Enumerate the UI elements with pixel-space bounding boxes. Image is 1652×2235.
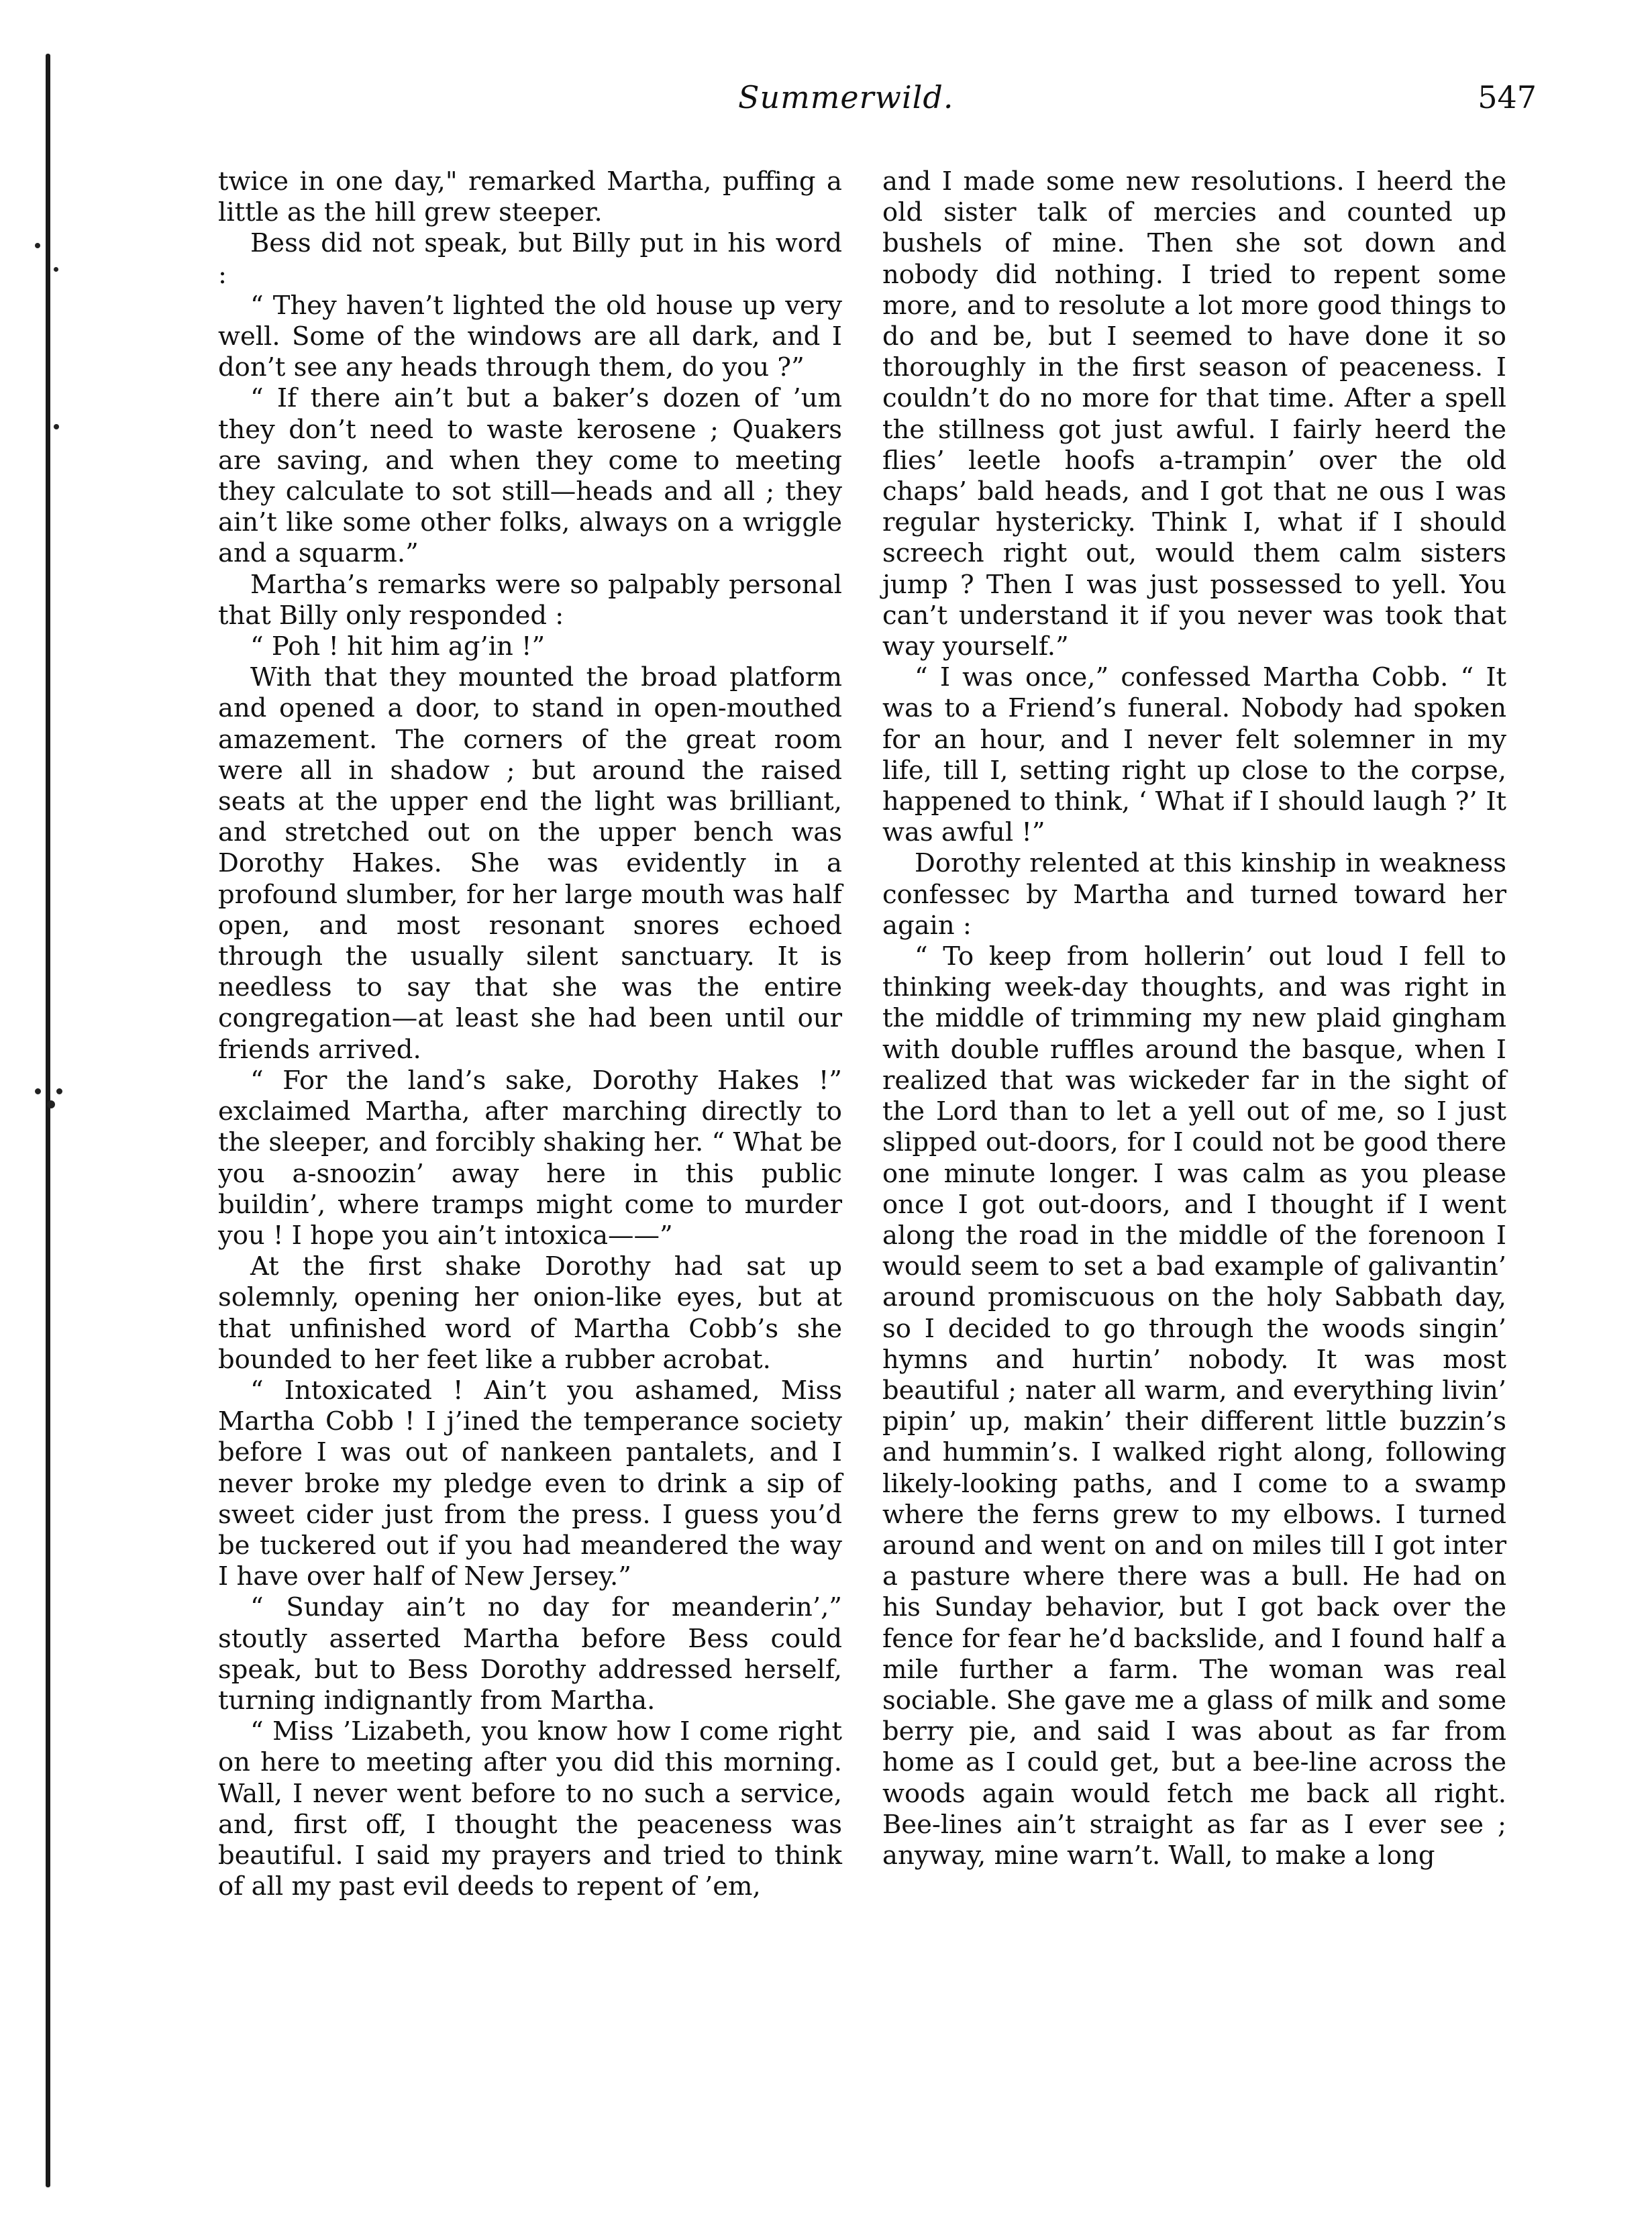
binding-speck [54, 424, 59, 429]
paragraph: “ They haven’t lighted the old house up very well. Some of the windows are all dark, and I don’t see any heads through them, do you ?” [218, 290, 842, 383]
paragraph: With that they mounted the broad platform and opened a door, to stand in open-mouthed amazement. The corners of the great room were all in shadow ; but around the raised seats at the upper end the light was brilliant, and stretched out on the upper bench was Dorothy Hakes. She was evidently in a profound slumber, for her large mouth was half open, and most resonant snores echoed through the usually silent sanctuary. It is needless to say that she was the entire congregation—at least she had been until our friends arrived. [218, 662, 842, 1065]
paragraph: “ Miss ’Lizabeth, you know how I come right on here to meeting after you did this morning. Wall, I never went before to no such a service, and, first off, I thought the peaceness was beautiful. I said my prayers and tried to think of all my past evil deeds to repent of ’em, [218, 1716, 842, 1902]
page-binding-edge [46, 54, 50, 2187]
binding-speck [54, 267, 58, 272]
paragraph: “ To keep from hollerin’ out loud I fell to thinking week-day thoughts, and was right in the middle of trimming my new plaid gingham with double ruffles around the basque, when I realized that was wickeder far in the sight of the Lord than to let a yell out of me, so I just slipped out-doors, for I could not be good there one minute longer. I was calm as you please once I got out-doors, and I thought if I went along the road in the middle of the forenoon I would seem to set a bad example of galivantin’ around promiscuous on the holy Sabbath day, so I decided to go through the woods singin’ hymns and hurtin’ nobody. It was most beautiful ; nater all warm, and everything livin’ pipin’ up, makin’ their different little buzzin’s and hummin’s. I walked right along, following likely-looking paths, and I come to a swamp where the ferns grew to my elbows. I turned around and went on and on miles till I got inter a pasture where there was a bull. He had on his Sunday behavior, but I got back over the fence for fear he’d backslide, and I found half a mile further a farm. The woman was real sociable. She gave me a glass of milk and some berry pie, and said I was about as far from home as I could get, but a bee-line across the woods again would fetch me back all right. Bee-lines ain’t straight as far as I ever see ; anyway, mine warn’t. Wall, to make a long [882, 941, 1506, 1871]
paragraph: Dorothy relented at this kinship in weakness confessec by Martha and turned toward her again : [882, 848, 1506, 941]
binding-speck [35, 1088, 41, 1094]
paragraph: At the first shake Dorothy had sat up solemnly, opening her onion-like eyes, but at that unfinished word of Martha Cobb’s she bounded to her feet like a rubber acrobat. [218, 1251, 842, 1375]
paragraph: and I made some new resolutions. I heerd the old sister talk of mercies and counted up bushels of mine. Then she sot down and nobody did nothing. I tried to repent some more, and to resolute a lot more good things to do and be, but I seemed to have done it so thoroughly in the first season of peaceness. I couldn’t do no more for that time. After a spell the stillness got just awful. I fairly heerd the flies’ leetle hoofs a-trampin’ over the old chaps’ bald heads, and I got that ne ous I was regular hystericky. Think I, what if I should screech right out, would them calm sisters jump ? Then I was just possessed to yell. You can’t understand it if you never was took that way yourself.” [882, 166, 1506, 662]
paragraph: Bess did not speak, but Billy put in his word : [218, 228, 842, 290]
paragraph: “ If there ain’t but a baker’s dozen of ’um they don’t need to waste kerosene ; Quakers are saving, and when they come to meeting they calculate to sot still—heads and all ; they ain’t like some other folks, always on a wriggle and a squarm.” [218, 383, 842, 569]
binding-speck [56, 1088, 62, 1094]
paragraph: “ Intoxicated ! Ain’t you ashamed, Miss Martha Cobb ! I j’ined the temperance society before I was out of nankeen pantalets, and I never broke my pledge even to drink a sip of sweet cider just from the press. I guess you’d be tuckered out if you had meandered the way I have over half of New Jersey.” [218, 1375, 842, 1592]
paragraph: “ Poh ! hit him ag’in !” [250, 631, 546, 662]
paragraph: Martha’s remarks were so palpably personal that Billy only responded : [218, 569, 842, 631]
text-column-right [882, 166, 1506, 1871]
paragraph: twice in one day," remarked Martha, puffing a little as the hill grew steeper. [218, 166, 842, 228]
paragraph: “ Sunday ain’t no day for meanderin’,” stoutly asserted Martha before Bess could speak, but to Bess Dorothy addressed herself, turning indignantly from Martha. [218, 1592, 842, 1716]
running-title: Summerwild. [738, 79, 954, 115]
binding-speck [47, 1100, 55, 1108]
paragraph: “ For the land’s sake, Dorothy Hakes !” exclaimed Martha, after marching directly to the sleeper, and forcibly shaking her. “ What be you a-snoozin’ away here in this public buildin’, where tramps might come to murder you ! I hope you ain’t intoxica——” [218, 1065, 842, 1251]
paragraph: “ I was once,” confessed Martha Cobb. “ It was to a Friend’s funeral. Nobody had spoken for an hour, and I never felt solemner in my life, till I, setting right up close to the corpse, happened to think, ‘ What if I should laugh ?’ It was awful !” [882, 662, 1506, 848]
text-column-left [218, 166, 842, 1902]
page-header [738, 79, 1537, 133]
binding-speck [35, 243, 40, 248]
page-number: 547 [1478, 79, 1537, 115]
